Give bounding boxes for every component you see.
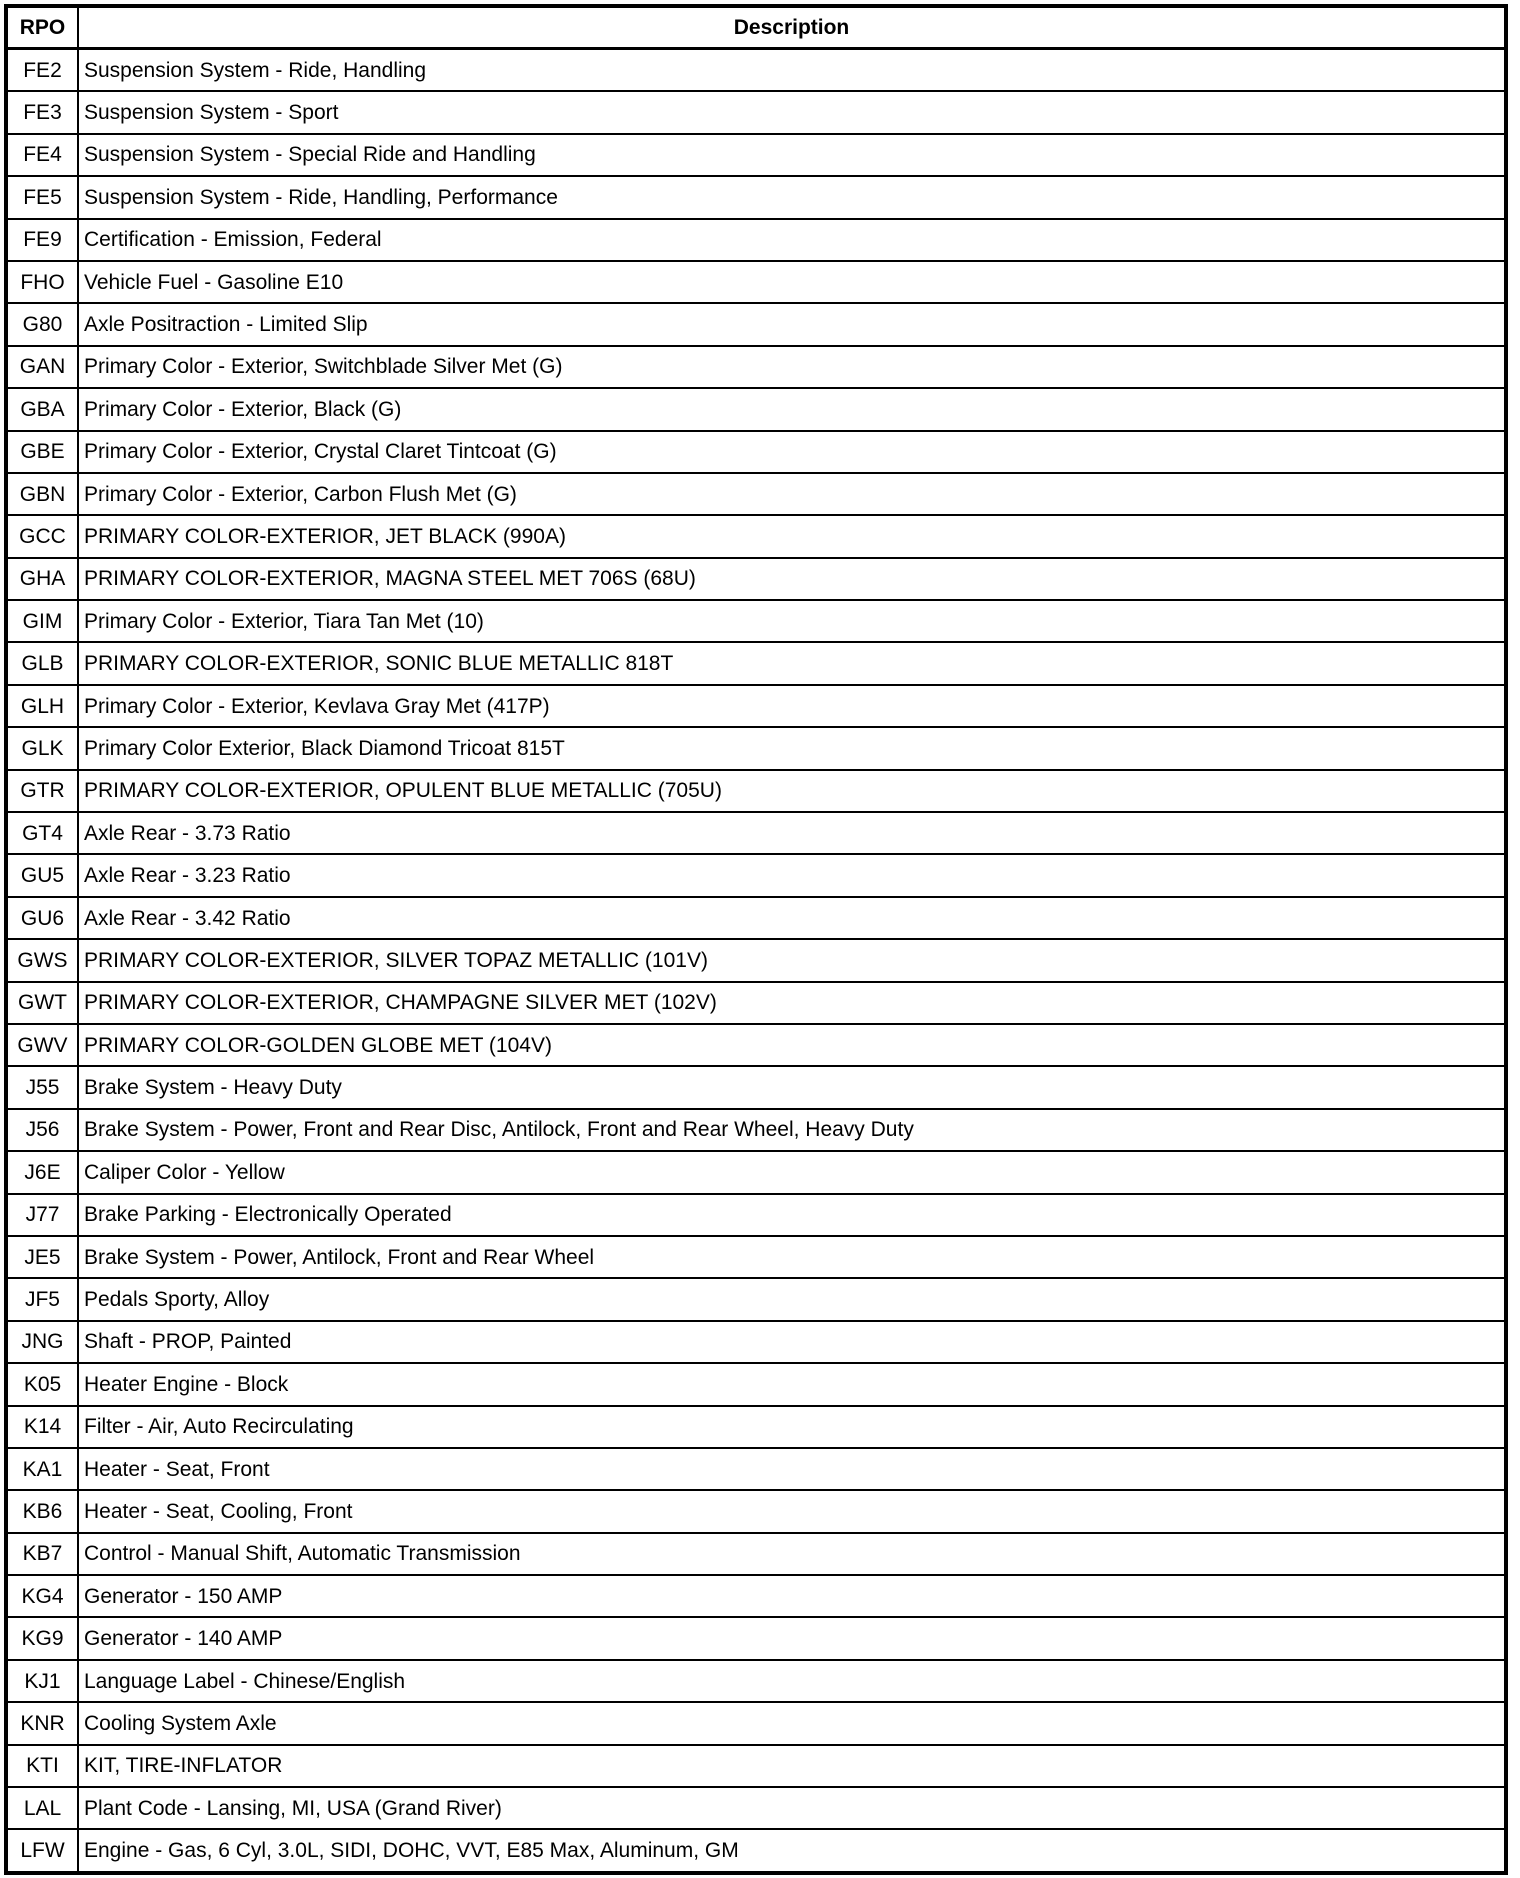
table-row-fe3 — [6, 91, 1506, 133]
description-cell: Filter - Air, Auto Recirculating — [78, 1406, 1506, 1448]
table-row-gbe — [6, 431, 1506, 473]
table-row-gu6 — [6, 897, 1506, 939]
description-cell: Axle Rear - 3.23 Ratio — [78, 854, 1506, 896]
table-row-gha — [6, 558, 1506, 600]
rpo-code-cell: GAN — [6, 346, 78, 388]
header-description: Description — [78, 6, 1506, 49]
table-row-j77 — [6, 1194, 1506, 1236]
table-row-kj1 — [6, 1660, 1506, 1702]
description-cell: Heater - Seat, Front — [78, 1448, 1506, 1490]
rpo-code-cell: KB7 — [6, 1533, 78, 1575]
description-cell: Primary Color - Exterior, Switchblade Silver Met (G) — [78, 346, 1506, 388]
description-cell: Suspension System - Ride, Handling, Performance — [78, 176, 1506, 218]
description-cell: Generator - 150 AMP — [78, 1575, 1506, 1617]
rpo-code-cell: K05 — [6, 1363, 78, 1405]
table-row-je5 — [6, 1236, 1506, 1278]
table-row-gan — [6, 346, 1506, 388]
description-cell: PRIMARY COLOR-EXTERIOR, SILVER TOPAZ METALLIC (101V) — [78, 939, 1506, 981]
table-body — [6, 49, 1506, 1873]
rpo-code-cell: GWS — [6, 939, 78, 981]
rpo-code-cell: GWT — [6, 982, 78, 1024]
rpo-code-cell: FE9 — [6, 219, 78, 261]
table-row-k14 — [6, 1406, 1506, 1448]
table-row-kti — [6, 1745, 1506, 1787]
table-row-gws — [6, 939, 1506, 981]
table-row-kb7 — [6, 1533, 1506, 1575]
table-row-gwv — [6, 1024, 1506, 1066]
rpo-code-cell: KG4 — [6, 1575, 78, 1617]
description-cell: PRIMARY COLOR-GOLDEN GLOBE MET (104V) — [78, 1024, 1506, 1066]
table-row-kg9 — [6, 1617, 1506, 1659]
table-row-gcc — [6, 515, 1506, 557]
table-row-jng — [6, 1321, 1506, 1363]
rpo-code-cell: GTR — [6, 770, 78, 812]
description-cell: Generator - 140 AMP — [78, 1617, 1506, 1659]
table-row-lal — [6, 1787, 1506, 1829]
description-cell: Axle Rear - 3.42 Ratio — [78, 897, 1506, 939]
description-cell: PRIMARY COLOR-EXTERIOR, JET BLACK (990A) — [78, 515, 1506, 557]
table-row-j6e — [6, 1151, 1506, 1193]
description-cell: Engine - Gas, 6 Cyl, 3.0L, SIDI, DOHC, VVT, E85 Max, Aluminum, GM — [78, 1829, 1506, 1872]
description-cell: Suspension System - Sport — [78, 91, 1506, 133]
rpo-code-cell: J55 — [6, 1066, 78, 1108]
rpo-code-cell: GBN — [6, 473, 78, 515]
description-cell: PRIMARY COLOR-EXTERIOR, MAGNA STEEL MET 706S (68U) — [78, 558, 1506, 600]
rpo-code-cell: GWV — [6, 1024, 78, 1066]
rpo-code-cell: KG9 — [6, 1617, 78, 1659]
rpo-code-cell: KJ1 — [6, 1660, 78, 1702]
rpo-code-cell: GIM — [6, 600, 78, 642]
description-cell: Brake System - Power, Antilock, Front and Rear Wheel — [78, 1236, 1506, 1278]
rpo-code-cell: GBE — [6, 431, 78, 473]
table-row-lfw — [6, 1829, 1506, 1872]
description-cell: Heater - Seat, Cooling, Front — [78, 1490, 1506, 1532]
rpo-code-cell: GT4 — [6, 812, 78, 854]
rpo-code-cell: LAL — [6, 1787, 78, 1829]
table-row-kb6 — [6, 1490, 1506, 1532]
description-cell: Cooling System Axle — [78, 1702, 1506, 1744]
table-row-fe2 — [6, 49, 1506, 92]
description-cell: Caliper Color - Yellow — [78, 1151, 1506, 1193]
description-cell: Primary Color - Exterior, Black (G) — [78, 388, 1506, 430]
table-row-glb — [6, 642, 1506, 684]
description-cell: Brake Parking - Electronically Operated — [78, 1194, 1506, 1236]
table-row-g80 — [6, 303, 1506, 345]
rpo-code-cell: GLH — [6, 685, 78, 727]
description-cell: Shaft - PROP, Painted — [78, 1321, 1506, 1363]
table-row-fe5 — [6, 176, 1506, 218]
rpo-code-cell: KA1 — [6, 1448, 78, 1490]
rpo-code-cell: J56 — [6, 1109, 78, 1151]
rpo-code-cell: JF5 — [6, 1278, 78, 1320]
rpo-code-table — [4, 4, 1508, 1875]
description-cell: Heater Engine - Block — [78, 1363, 1506, 1405]
table-row-fe4 — [6, 134, 1506, 176]
rpo-code-cell: FE3 — [6, 91, 78, 133]
description-cell: Primary Color - Exterior, Crystal Claret Tintcoat (G) — [78, 431, 1506, 473]
table-row-glk — [6, 727, 1506, 769]
description-cell: PRIMARY COLOR-EXTERIOR, OPULENT BLUE METALLIC (705U) — [78, 770, 1506, 812]
rpo-code-cell: GBA — [6, 388, 78, 430]
table-row-j56 — [6, 1109, 1506, 1151]
description-cell: Primary Color Exterior, Black Diamond Tricoat 815T — [78, 727, 1506, 769]
rpo-code-cell: FHO — [6, 261, 78, 303]
table-row-gim — [6, 600, 1506, 642]
description-cell: Primary Color - Exterior, Carbon Flush Met (G) — [78, 473, 1506, 515]
table-row-gba — [6, 388, 1506, 430]
description-cell: PRIMARY COLOR-EXTERIOR, CHAMPAGNE SILVER MET (102V) — [78, 982, 1506, 1024]
table-row-fe9 — [6, 219, 1506, 261]
rpo-code-cell: GU5 — [6, 854, 78, 896]
table-row-ka1 — [6, 1448, 1506, 1490]
description-cell: Plant Code - Lansing, MI, USA (Grand River) — [78, 1787, 1506, 1829]
table-row-knr — [6, 1702, 1506, 1744]
rpo-code-cell: GLK — [6, 727, 78, 769]
table-header — [6, 6, 1506, 49]
description-cell: Language Label - Chinese/English — [78, 1660, 1506, 1702]
rpo-code-cell: KTI — [6, 1745, 78, 1787]
description-cell: PRIMARY COLOR-EXTERIOR, SONIC BLUE METALLIC 818T — [78, 642, 1506, 684]
table-row-jf5 — [6, 1278, 1506, 1320]
description-cell: KIT, TIRE-INFLATOR — [78, 1745, 1506, 1787]
description-cell: Primary Color - Exterior, Kevlava Gray Met (417P) — [78, 685, 1506, 727]
description-cell: Axle Positraction - Limited Slip — [78, 303, 1506, 345]
rpo-code-cell: JE5 — [6, 1236, 78, 1278]
table-row-kg4 — [6, 1575, 1506, 1617]
table-row-k05 — [6, 1363, 1506, 1405]
rpo-code-cell: GHA — [6, 558, 78, 600]
description-cell: Suspension System - Special Ride and Handling — [78, 134, 1506, 176]
description-cell: Brake System - Power, Front and Rear Disc, Antilock, Front and Rear Wheel, Heavy Duty — [78, 1109, 1506, 1151]
header-row — [6, 6, 1506, 49]
description-cell: Control - Manual Shift, Automatic Transmission — [78, 1533, 1506, 1575]
rpo-code-cell: K14 — [6, 1406, 78, 1448]
table-row-fho — [6, 261, 1506, 303]
table-row-gt4 — [6, 812, 1506, 854]
description-cell: Primary Color - Exterior, Tiara Tan Met (10) — [78, 600, 1506, 642]
header-rpo: RPO — [6, 6, 78, 49]
table-row-gwt — [6, 982, 1506, 1024]
rpo-code-cell: GCC — [6, 515, 78, 557]
description-cell: Brake System - Heavy Duty — [78, 1066, 1506, 1108]
table-row-gtr — [6, 770, 1506, 812]
table-row-j55 — [6, 1066, 1506, 1108]
table-row-glh — [6, 685, 1506, 727]
description-cell: Vehicle Fuel - Gasoline E10 — [78, 261, 1506, 303]
rpo-code-cell: FE4 — [6, 134, 78, 176]
rpo-code-cell: JNG — [6, 1321, 78, 1363]
table-row-gu5 — [6, 854, 1506, 896]
rpo-code-cell: FE5 — [6, 176, 78, 218]
rpo-code-cell: GLB — [6, 642, 78, 684]
rpo-code-cell: J77 — [6, 1194, 78, 1236]
description-cell: Suspension System - Ride, Handling — [78, 49, 1506, 92]
rpo-code-cell: GU6 — [6, 897, 78, 939]
description-cell: Axle Rear - 3.73 Ratio — [78, 812, 1506, 854]
rpo-code-cell: KNR — [6, 1702, 78, 1744]
rpo-code-cell: LFW — [6, 1829, 78, 1872]
rpo-code-cell: FE2 — [6, 49, 78, 92]
rpo-code-cell: G80 — [6, 303, 78, 345]
rpo-code-cell: KB6 — [6, 1490, 78, 1532]
rpo-code-cell: J6E — [6, 1151, 78, 1193]
description-cell: Certification - Emission, Federal — [78, 219, 1506, 261]
description-cell: Pedals Sporty, Alloy — [78, 1278, 1506, 1320]
table-row-gbn — [6, 473, 1506, 515]
